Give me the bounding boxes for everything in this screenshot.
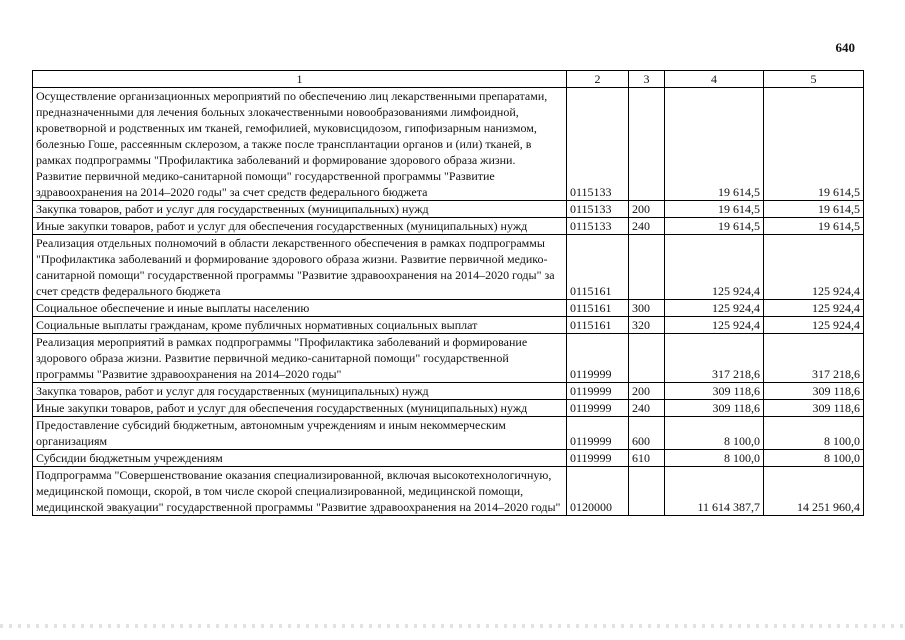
row-description: Предоставление субсидий бюджетным, автономным учреждениям и иным некоммерческим организациям <box>33 417 567 450</box>
target-article-code: 0115133 <box>567 218 629 235</box>
row-description: Подпрограмма "Совершенствование оказания специализированной, включая высокотехнологичную, медицинской помощи, скорой, в том числе скорой специализированной, медицинской помощи, медицинской эвакуации" государственной программы "Развитие здравоохранения на 2014–2020 годы" <box>33 467 567 516</box>
target-article-code: 0115161 <box>567 235 629 300</box>
amount-col-5: 309 118,6 <box>764 400 864 417</box>
amount-col-4: 309 118,6 <box>665 383 764 400</box>
amount-col-5: 8 100,0 <box>764 417 864 450</box>
amount-col-5: 309 118,6 <box>764 383 864 400</box>
amount-col-4: 125 924,4 <box>665 235 764 300</box>
table-row <box>33 300 864 317</box>
row-description: Закупка товаров, работ и услуг для государственных (муниципальных) нужд <box>33 201 567 218</box>
table-row <box>33 383 864 400</box>
budget-table <box>32 70 864 516</box>
amount-col-4: 125 924,4 <box>665 300 764 317</box>
expense-type-code <box>629 467 665 516</box>
expense-type-code: 600 <box>629 417 665 450</box>
column-header-3: 3 <box>629 71 665 88</box>
amount-col-5: 19 614,5 <box>764 88 864 201</box>
amount-col-5: 125 924,4 <box>764 235 864 300</box>
amount-col-5: 19 614,5 <box>764 218 864 235</box>
amount-col-5: 125 924,4 <box>764 300 864 317</box>
row-description: Реализация отдельных полномочий в области лекарственного обеспечения в рамках подпрограммы "Профилактика заболеваний и формирование здорового образа жизни. Развитие первичной медико-санитарной помощи" государственной программы "Развитие здравоохранения на 2014–2020 годы" за счет средств федерального бюджета <box>33 235 567 300</box>
row-description: Социальное обеспечение и иные выплаты населению <box>33 300 567 317</box>
amount-col-4: 8 100,0 <box>665 417 764 450</box>
row-description: Иные закупки товаров, работ и услуг для обеспечения государственных (муниципальных) нужд <box>33 218 567 235</box>
table-row <box>33 218 864 235</box>
target-article-code: 0115133 <box>567 201 629 218</box>
amount-col-5: 125 924,4 <box>764 317 864 334</box>
amount-col-4: 19 614,5 <box>665 88 764 201</box>
page-number: 640 <box>835 40 855 55</box>
table-row <box>33 450 864 467</box>
scan-noise-strip <box>0 624 905 628</box>
target-article-code: 0119999 <box>567 417 629 450</box>
row-description: Социальные выплаты гражданам, кроме публичных нормативных социальных выплат <box>33 317 567 334</box>
amount-col-4: 8 100,0 <box>665 450 764 467</box>
amount-col-4: 19 614,5 <box>665 201 764 218</box>
table-row <box>33 400 864 417</box>
amount-col-5: 317 218,6 <box>764 334 864 383</box>
amount-col-4: 125 924,4 <box>665 317 764 334</box>
expense-type-code <box>629 235 665 300</box>
target-article-code: 0120000 <box>567 467 629 516</box>
expense-type-code: 200 <box>629 383 665 400</box>
amount-col-5: 8 100,0 <box>764 450 864 467</box>
row-description: Осуществление организационных мероприятий по обеспечению лиц лекарственными препаратами, предназначенными для лечения больных злокачественными новообразованиями лимфоидной, кроветворной и родственных им тканей, гемофилией, муковисцидозом, гипофизарным нанизмом, болезнью Гоше, рассеянным склерозом, а также после трансплантации органов и (или) тканей, в рамках подпрограммы "Профилактика заболеваний и формирование здорового образа жизни. Развитие первичной медико-санитарной помощи" государственной программы "Развитие здравоохранения на 2014–2020 годы" за счет средств федерального бюджета <box>33 88 567 201</box>
table-row <box>33 334 864 383</box>
expense-type-code: 300 <box>629 300 665 317</box>
amount-col-4: 309 118,6 <box>665 400 764 417</box>
amount-col-4: 317 218,6 <box>665 334 764 383</box>
amount-col-5: 14 251 960,4 <box>764 467 864 516</box>
table-header-row <box>33 71 864 88</box>
column-header-1: 1 <box>33 71 567 88</box>
table-row <box>33 201 864 218</box>
expense-type-code: 610 <box>629 450 665 467</box>
table-row <box>33 235 864 300</box>
expense-type-code: 240 <box>629 400 665 417</box>
expense-type-code <box>629 88 665 201</box>
amount-col-4: 19 614,5 <box>665 218 764 235</box>
target-article-code: 0119999 <box>567 334 629 383</box>
table-row <box>33 467 864 516</box>
target-article-code: 0119999 <box>567 383 629 400</box>
expense-type-code: 320 <box>629 317 665 334</box>
row-description: Субсидии бюджетным учреждениям <box>33 450 567 467</box>
amount-col-5: 19 614,5 <box>764 201 864 218</box>
expense-type-code <box>629 334 665 383</box>
expense-type-code: 200 <box>629 201 665 218</box>
amount-col-4: 11 614 387,7 <box>665 467 764 516</box>
row-description: Реализация мероприятий в рамках подпрограммы "Профилактика заболеваний и формирование здорового образа жизни. Развитие первичной медико-санитарной помощи" государственной программы "Развитие здравоохранения на 2014–2020 годы" <box>33 334 567 383</box>
row-description: Закупка товаров, работ и услуг для государственных (муниципальных) нужд <box>33 383 567 400</box>
column-header-4: 4 <box>665 71 764 88</box>
target-article-code: 0115133 <box>567 88 629 201</box>
target-article-code: 0115161 <box>567 317 629 334</box>
column-header-2: 2 <box>567 71 629 88</box>
row-description: Иные закупки товаров, работ и услуг для обеспечения государственных (муниципальных) нужд <box>33 400 567 417</box>
target-article-code: 0119999 <box>567 450 629 467</box>
table-row <box>33 317 864 334</box>
expense-type-code: 240 <box>629 218 665 235</box>
table-row <box>33 417 864 450</box>
table-row <box>33 88 864 201</box>
target-article-code: 0119999 <box>567 400 629 417</box>
column-header-5: 5 <box>764 71 864 88</box>
target-article-code: 0115161 <box>567 300 629 317</box>
